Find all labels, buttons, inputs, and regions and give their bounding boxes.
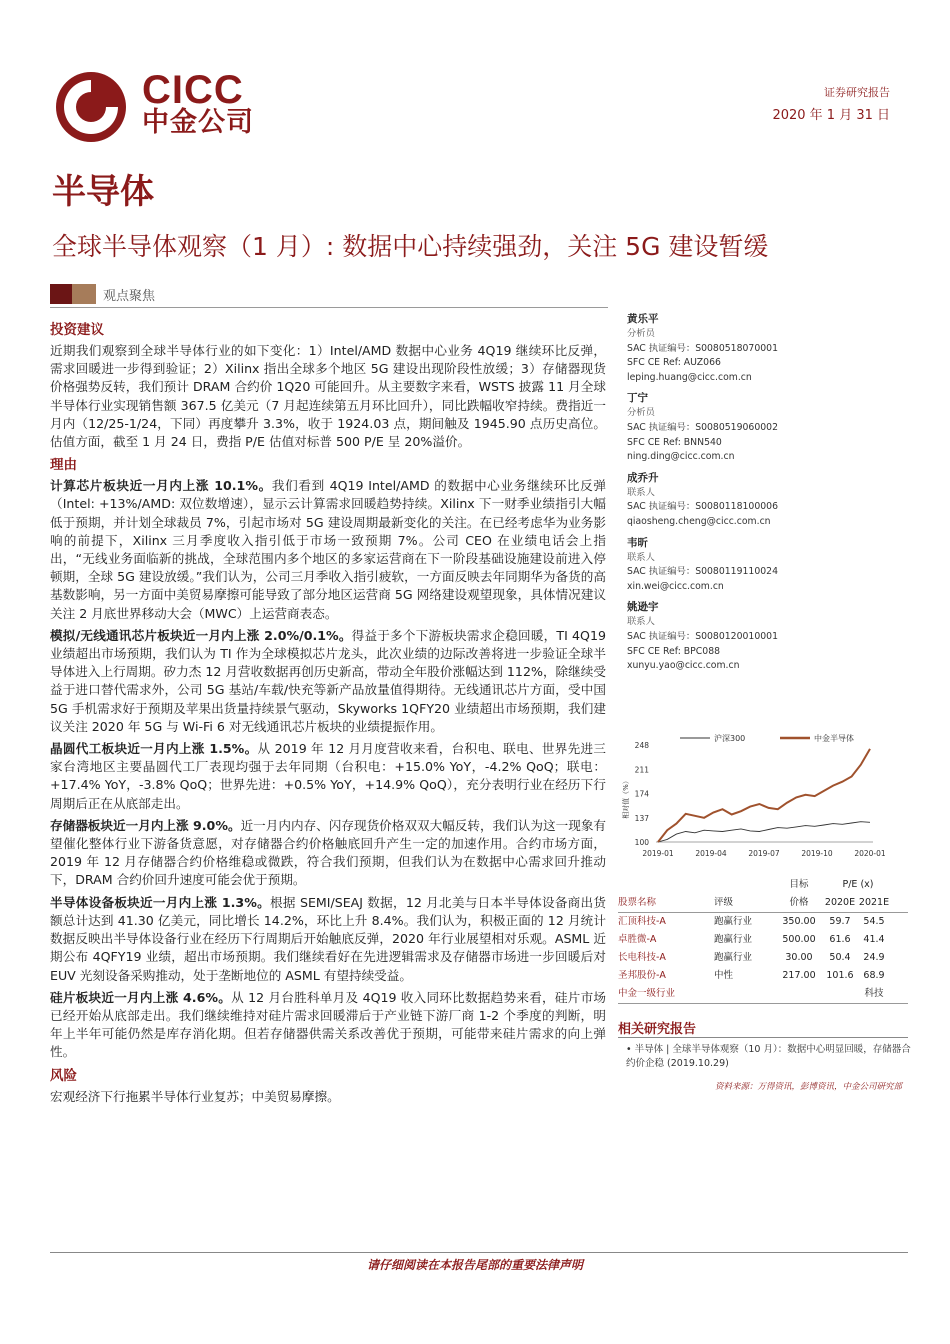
cell-price: 30.00 — [785, 952, 813, 963]
y-tick-label: 137 — [634, 813, 649, 823]
divider — [50, 307, 608, 308]
cell-pe2: 24.9 — [863, 952, 885, 963]
analyst-role: 联系人 — [627, 486, 655, 498]
reason-lead: 半导体设备板块近一月内上涨 1.3%。 — [50, 894, 270, 910]
analyst-sfc: SFC CE Ref: BNN540 — [627, 436, 722, 448]
analyst-email[interactable]: xin.wei@cicc.com.cn — [627, 580, 724, 592]
reason-text: 从 2019 年 12 月月度营收来看，台积电、联电、世界先进三家台湾地区主要晶圆代工厂表现均强于去年同期（台积电：+15.0% YoY，-4.2% QoQ；联电：+17.4% YoY，-3.8% QoQ；世界先进：+0.5% YoY，+14.9% QoQ），充分表明行业在经历下行周期后正在从底部走出。 — [50, 741, 607, 811]
cell-pe2: 54.5 — [863, 916, 885, 927]
cell-pe1 — [824, 985, 856, 1003]
analyst-sac: SAC 执证编号：S0080118100006 — [627, 501, 778, 513]
col-header-2020e: 2020E — [824, 897, 856, 908]
x-tick-label: 2019-04 — [695, 849, 727, 858]
risk-heading: 风险 — [50, 1067, 77, 1084]
reason-paragraph — [50, 894, 606, 985]
chart-ylabel: 相对值（%） — [622, 777, 630, 819]
x-tick-label: 2019-07 — [748, 849, 780, 858]
invest-paragraph: 近期我们观察到全球半导体行业的如下变化：1）Intel/AMD 数据中心业务 4Q19 继续环比反弹，需求回暖进一步得到验证；2）Xilinx 指出全球多个地区 5G 建设出现阶段性放缓；3）存储器现货价格强势反转，我们预计 DRAM 合约价 1Q20 可能回升。从主要数字来看，WSTS 披露 11 月全球半导体行业实现销售额 367.5 亿美元（7 月起连续第五月环比回升），同比跌幅收窄持续。费指近一月内（12/25-1/24，下同）再度攀升 3.3%，收于 1924.03 点，期间触及 1945.90 点历史高位。估值方面，截至 1 月 24 日，费指 P/E 估值对标普 500 P/E 呈 20%溢价。 — [50, 343, 606, 450]
reason-lead: 硅片板块近一月内上涨 4.6%。 — [50, 989, 232, 1005]
col-header-name: 股票名称 — [618, 897, 657, 908]
table-row — [618, 913, 908, 931]
cell-rating: 中性 — [714, 970, 734, 981]
cell-name: 圣邦股份-A — [618, 970, 666, 981]
reason-lead: 模拟/无线通讯芯片板块近一月内上涨 2.0%/0.1%。 — [50, 627, 352, 643]
reason-text: 从 12 月台胜科单月及 4Q19 收入同环比数据趋势来看，硅片市场已经开始从底部走出。我们继续维持对硅片需求回暖滞后于产业链下游厂商 1-2 个季度的判断，明年上半年可能仍然是库存消化期。但若存储器供需关系改善优于预期，可能带来硅片需求的向上弹性。 — [50, 989, 607, 1060]
analyst-sac: SAC 执证编号：S0080518070001 — [627, 342, 778, 354]
y-tick-label: 211 — [634, 765, 649, 775]
cell-rating: 跑赢行业 — [714, 934, 753, 945]
analyst-name: 韦昕 — [627, 536, 648, 549]
divider — [50, 1252, 908, 1253]
legend-label-hs300: 沪深300 — [714, 734, 746, 743]
table-header — [618, 894, 908, 913]
table-row — [618, 931, 908, 949]
cell-pe2: 41.4 — [863, 934, 885, 945]
tag-label: 观点聚焦 — [103, 289, 156, 304]
divider — [618, 1037, 908, 1038]
analyst-card — [627, 471, 907, 530]
analyst-email[interactable]: xunyu.yao@cicc.com.cn — [627, 660, 740, 672]
analyst-card — [627, 391, 907, 464]
logo-text-en: CICC — [142, 68, 244, 112]
related-report-link[interactable]: • 半导体 | 全球半导体观察（10 月）：数据中心明显回暖，存储器合约价企稳 (2019.10.29) — [626, 1044, 911, 1069]
cell-pe1: 101.6 — [826, 970, 854, 981]
cell-pe1: 59.7 — [829, 916, 851, 927]
analyst-sfc: SFC CE Ref: BPC088 — [627, 645, 721, 657]
reason-lead: 存储器板块近一月内上涨 9.0%。 — [50, 817, 241, 833]
legend-label-semis: 中金半导体 — [814, 734, 854, 743]
related-heading: 相关研究报告 — [618, 1022, 697, 1037]
analyst-list — [627, 312, 907, 680]
cell-rating: 跑赢行业 — [714, 916, 753, 927]
analyst-name: 黄乐平 — [627, 313, 659, 325]
reason-text: 近一月内内存、闪存现货价格双双大幅反转，我们认为这一现象有望催化整体行业下游备货意愿，对存储器合约价格触底回升产生一定的加速作用。合约市场方面，2019 年 12 月存储器合约价格维稳或微跌，符合我们预期，但我们认为在数据中心需求回升推动下，DRAM 合约价回升速度可能会优于预期。 — [50, 817, 607, 888]
reason-text: 我们看到 4Q19 Intel/AMD 的数据中心业务继续环比反弹（Intel: +13%/AMD: 双位数增速），显示云计算需求回暖趋势持续。Xilinx 下一财季业绩指引大幅低于预期，并计划全球裁员 7%，引起市场对 5G 建设周期最新变化的关注。在已经考虑华为业务影响的前提下，Xilinx 三月季度收入指引低于市场一致预期 7%。公司 CEO 在业绩电话会上指出，“无线业务面临新的挑战，全球范围内多个地区的多家运营商在下一阶段基础设施建设前进入停顿期，全球 5G 建设放缓。”我们认为，公司三月季收入指引疲软，一方面反映去年同期华为备货的高基数影响，另一方面中美贸易摩擦可能导致了部分地区运营商 5G 网络建设观望现象，具体情况建议关注 2 月底世界移动大会（MWC）上运营商表态。 — [50, 478, 606, 621]
cell-name: 卓胜微-A — [618, 934, 657, 945]
source-note: 资料来源：万得资讯，彭博资讯，中金公司研究部 — [714, 1082, 902, 1092]
analyst-name: 丁宁 — [627, 392, 648, 405]
y-tick-label: 100 — [634, 838, 649, 847]
chart-legend — [680, 733, 854, 743]
cell-price: 350.00 — [782, 916, 816, 927]
cell-pe1: 61.6 — [829, 934, 851, 945]
analyst-sfc: SFC CE Ref: AUZ066 — [627, 357, 721, 369]
analyst-card — [627, 312, 907, 385]
col-header-price: 价格 — [789, 897, 809, 908]
analyst-name: 姚逊宇 — [627, 601, 659, 614]
invest-heading: 投资建议 — [50, 322, 104, 338]
analyst-email[interactable]: qiaosheng.cheng@cicc.com.cn — [627, 515, 771, 527]
col-header-2021e: 2021E — [858, 897, 890, 908]
cell-name: 长电科技-A — [618, 952, 666, 963]
cell-price: 500.00 — [782, 934, 816, 945]
report-type: 证券研究报告 — [824, 86, 890, 99]
related-report-text: 半导体 | 全球半导体观察（10 月）：数据中心明显回暖，存储器合约价企稳 (2019.10.29) — [626, 1044, 911, 1069]
risk-paragraph: 宏观经济下行拖累半导体行业复苏；中美贸易摩擦。 — [50, 1088, 340, 1104]
y-tick-label: 174 — [634, 789, 649, 799]
analyst-role: 分析员 — [627, 407, 655, 419]
sector-title: 半导体 — [52, 172, 154, 212]
reason-paragraph — [50, 477, 606, 623]
table-row — [618, 949, 908, 967]
reason-heading: 理由 — [50, 457, 77, 474]
analyst-role: 联系人 — [627, 616, 655, 628]
analyst-email[interactable]: leping.huang@cicc.com.cn — [627, 371, 752, 383]
logo-text-cn: 中金公司 — [142, 107, 254, 138]
analyst-card — [627, 600, 907, 673]
report-title: 全球半导体观察（1 月）: 数据中心持续强劲，关注 5G 建设暂缓 — [52, 232, 769, 261]
analyst-sac: SAC 执证编号：S0080120010001 — [627, 630, 778, 642]
cell-price: 217.00 — [782, 970, 816, 981]
cell-price — [774, 985, 824, 1003]
legal-footer: 请仔细阅读在本报告尾部的重要法律声明 — [366, 1258, 583, 1272]
cicc-logo-icon — [54, 70, 128, 144]
x-tick-label: 2019-10 — [801, 849, 833, 858]
rating-table — [618, 876, 908, 1004]
table-row — [618, 985, 908, 1004]
reason-lead: 晶圆代工板块近一月内上涨 1.5%。 — [50, 741, 258, 757]
cell-name: 汇顶科技-A — [618, 916, 666, 927]
y-tick-label: 248 — [634, 741, 649, 750]
analyst-card — [627, 536, 907, 595]
analyst-sac: SAC 执证编号：S0080519060002 — [627, 421, 778, 433]
tag-marker — [50, 284, 72, 304]
cell-pe2: 68.9 — [863, 970, 885, 981]
reason-text: 根据 SEMI/SEAJ 数据，12 月北美与日本半导体设备商出货额总计达到 41.30 亿美元，同比增长 14.2%，环比上升 8.4%。我们认为，积极正面的 12 月统计数据反映出半导体设备行业在经历下行周期后开始触底反弹，2020 年行业展望相对乐观。ASML 近期公布 4QFY19 业绩，超出市场预期。我们继续看好在先进逻辑需求及存储器市场进一步回暖后对 EUV 光刻设备采购推动，处于垄断地位的 ASML 有望持续受益。 — [50, 894, 606, 983]
x-tick-label: 2020-01 — [854, 849, 886, 858]
reason-paragraph — [50, 989, 606, 1062]
analyst-email[interactable]: ning.ding@cicc.com.cn — [627, 451, 735, 463]
x-tick-label: 2019-01 — [642, 849, 674, 858]
main-body — [50, 316, 606, 1110]
cell-name: 中金一级行业 — [618, 988, 676, 999]
reason-paragraph — [50, 817, 606, 890]
reason-paragraph — [50, 740, 606, 813]
reason-text: 得益于多个下游板块需求企稳回暖，TI 4Q19 业绩超出市场预期，我们认为 TI 作为全球模拟芯片龙头，此次业绩的边际改善将进一步验证全球半导体进入上行周期。矽力杰 12 月营收数据再创历史新高，带动全年股价涨幅达到 112%，除继续受益于进口替代需求外，公司 5G 基站/车载/快充等新产品放量值得期待。无线通讯芯片方面，受中国 5G 手机需求好于预期及苹果出货量持续景气驱动，Skyworks 1QFY20 业绩超出市场预期，我们建议关注 2020 年 5G 与 Wi-Fi 6 对无线通讯芯片板块的业绩提振作用。 — [50, 627, 606, 734]
report-date: 2020 年 1 月 31 日 — [772, 108, 890, 123]
col-header-pe: P/E (x) — [842, 879, 874, 890]
performance-chart — [618, 728, 918, 878]
cell-rating: 跑赢行业 — [714, 952, 753, 963]
table-row — [618, 967, 908, 985]
analyst-name: 成乔升 — [627, 471, 659, 484]
table-header-top — [618, 876, 908, 894]
analyst-role: 分析员 — [627, 328, 655, 339]
cell-pe1: 50.4 — [829, 952, 851, 963]
cell-rating — [714, 985, 774, 1003]
col-header-rating: 评级 — [714, 897, 734, 908]
analyst-sac: SAC 执证编号：S0080119110024 — [627, 566, 778, 578]
analyst-role: 联系人 — [627, 551, 655, 563]
series-line-semis — [658, 749, 870, 842]
series-line-hs300 — [658, 822, 870, 842]
reason-paragraph — [50, 627, 606, 736]
col-header-target: 目标 — [789, 879, 809, 890]
reason-lead: 计算芯片板块近一月内上涨 10.1%。 — [50, 478, 272, 494]
cell-pe2: 科技 — [864, 988, 884, 999]
tag-marker-secondary — [72, 284, 96, 304]
